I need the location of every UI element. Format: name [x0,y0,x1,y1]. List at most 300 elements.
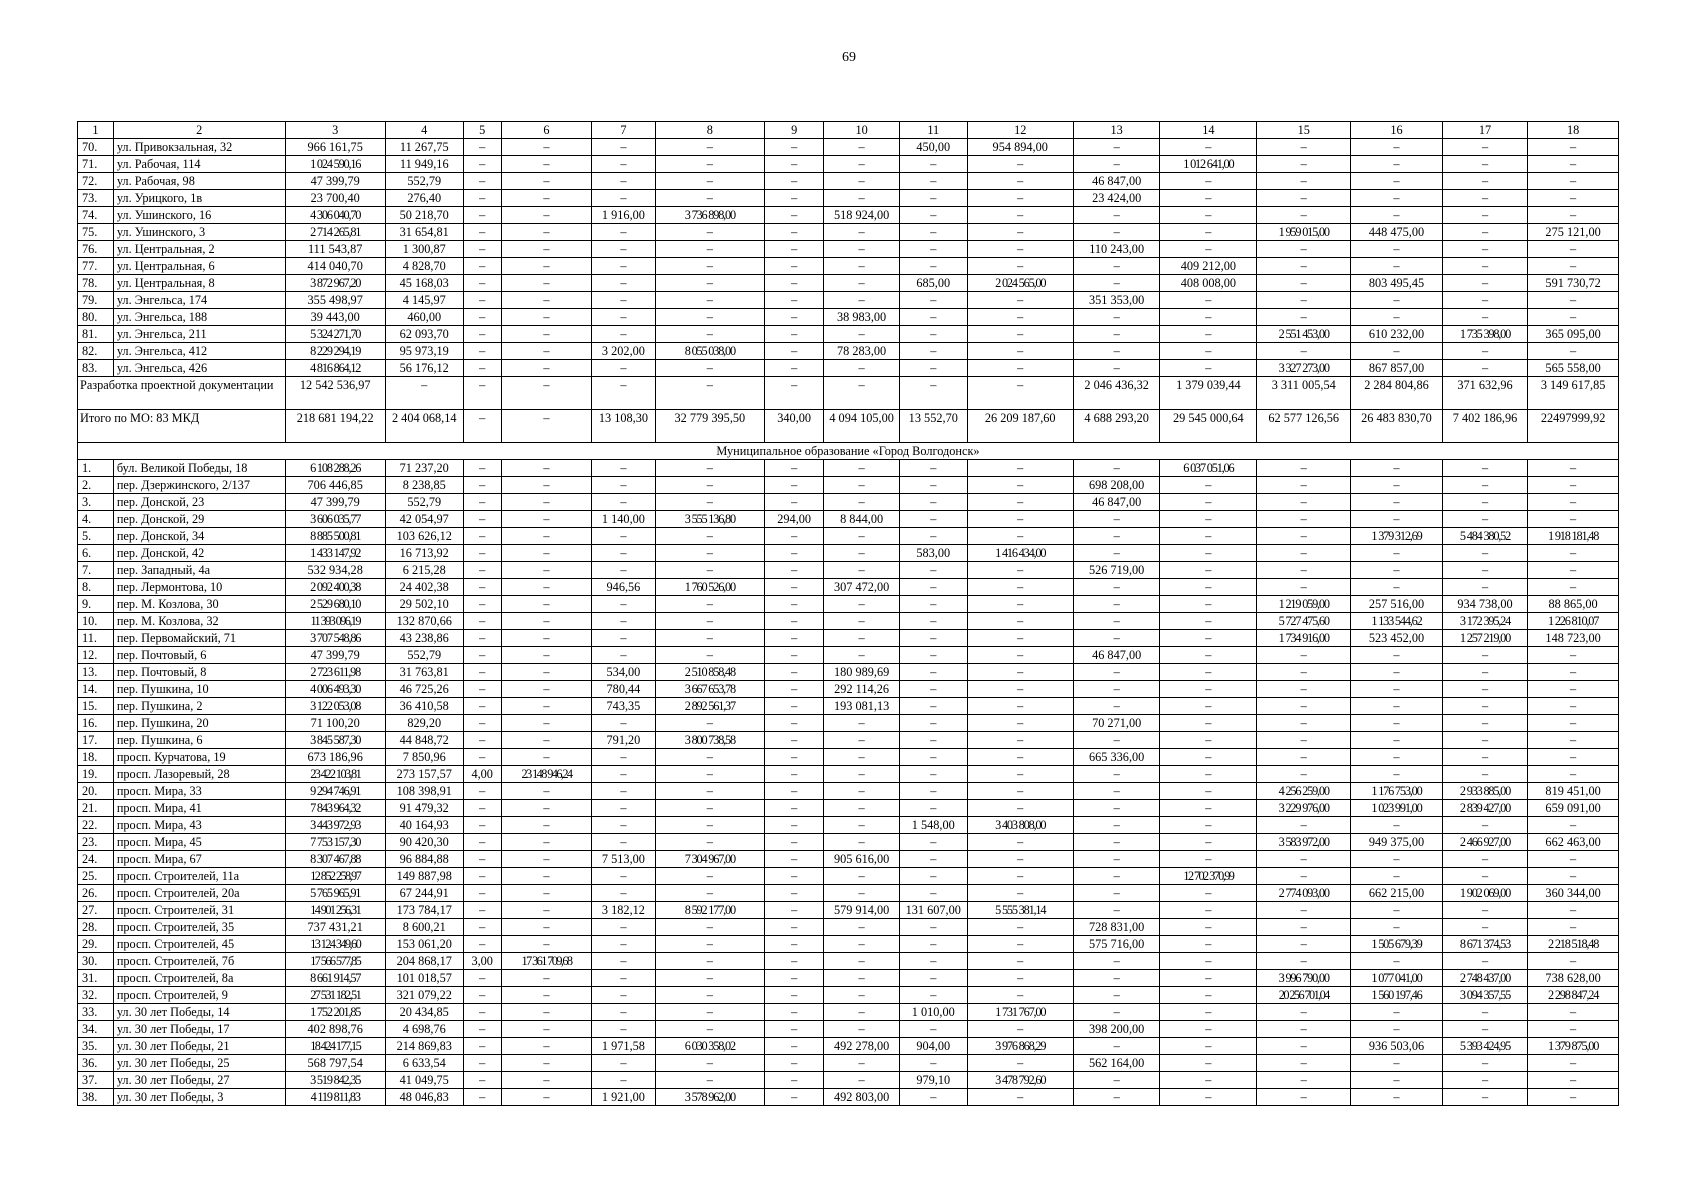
value-cell: – [1257,749,1351,766]
value-cell: – [765,309,824,326]
value-cell: 7 513,00 [592,851,655,868]
value-cell: – [765,817,824,834]
value-cell: – [1351,817,1443,834]
value-cell: 180 989,69 [824,664,900,681]
value-cell: 6 633,54 [385,1055,463,1072]
value-cell: – [655,156,765,173]
table-row [78,139,1619,156]
value-cell: – [967,326,1073,343]
value-cell: – [1160,834,1257,851]
value-cell: – [592,715,655,732]
value-cell: – [463,596,501,613]
value-cell: 2 529 680,10 [285,596,385,613]
value-cell: 365 095,00 [1528,326,1619,343]
value-cell: – [501,834,592,851]
value-cell: – [1073,360,1159,377]
value-cell: – [967,477,1073,494]
value-cell: – [463,562,501,579]
value-cell: – [1257,1038,1351,1055]
value-cell: – [900,173,967,190]
project-docs-row [78,377,1619,410]
value-cell: 108 398,91 [385,783,463,800]
value-cell: – [1351,292,1443,309]
value-cell: – [1160,698,1257,715]
value-cell: 2 748 437,00 [1442,970,1527,987]
value-cell: 3 872 967,20 [285,275,385,292]
value-cell: – [463,1072,501,1089]
value-cell: – [765,800,824,817]
value-cell: – [463,698,501,715]
value-cell: – [592,494,655,511]
value-cell: 47 399,79 [285,647,385,664]
address-cell: пер. М. Козлова, 32 [113,613,285,630]
value-cell: – [824,1021,900,1038]
value-cell: – [824,1055,900,1072]
value-cell: 40 164,93 [385,817,463,834]
address-cell: просп. Строителей, 20а [113,885,285,902]
address-cell: пер. Почтовый, 6 [113,647,285,664]
value-cell: 1 433 147,92 [285,545,385,562]
table-row [78,630,1619,647]
value-cell: – [765,156,824,173]
value-cell: 360 344,00 [1528,885,1619,902]
value-cell: 6 030 358,02 [655,1038,765,1055]
value-cell: – [1257,139,1351,156]
value-cell: 3 229 976,00 [1257,800,1351,817]
value-cell: 307 472,00 [824,579,900,596]
value-cell: – [967,596,1073,613]
value-cell: – [1351,562,1443,579]
value-cell: – [1442,953,1527,970]
value-cell: – [655,868,765,885]
value-cell: – [463,1055,501,1072]
value-cell: – [463,800,501,817]
value-cell: – [1442,817,1527,834]
table-row [78,953,1619,970]
value-cell: 11 267,75 [385,139,463,156]
table-row [78,241,1619,258]
value-cell: – [592,528,655,545]
value-cell: 4,00 [463,766,501,783]
value-cell: 149 887,98 [385,868,463,885]
value-cell: – [592,292,655,309]
value-cell: – [765,275,824,292]
value-cell: – [501,1072,592,1089]
value-cell: – [1351,545,1443,562]
row-number: 13. [78,664,114,681]
value-cell: – [1073,1038,1159,1055]
value-cell: – [900,528,967,545]
value-cell: – [501,190,592,207]
value-cell: – [1160,851,1257,868]
value-cell: – [463,292,501,309]
value-cell: – [765,596,824,613]
total-row-label: Итого по МО: 83 МКД [78,410,286,443]
value-cell: – [1160,360,1257,377]
value-cell: – [1442,1021,1527,1038]
value-cell: 36 410,58 [385,698,463,715]
value-cell: – [967,224,1073,241]
value-cell: – [655,477,765,494]
value-cell: 340,00 [765,410,824,443]
value-cell: – [655,139,765,156]
value-cell: 46 847,00 [1073,647,1159,664]
value-cell: – [592,477,655,494]
value-cell: – [1257,511,1351,528]
value-cell: – [1442,681,1527,698]
value-cell: – [655,545,765,562]
value-cell: – [765,207,824,224]
value-cell: 934 738,00 [1442,596,1527,613]
value-cell: – [967,919,1073,936]
address-cell: ул. Урицкого, 1в [113,190,285,207]
value-cell: – [1351,1055,1443,1072]
value-cell: – [1442,139,1527,156]
value-cell: – [463,494,501,511]
value-cell: 14 901 256,31 [285,902,385,919]
value-cell: 698 208,00 [1073,477,1159,494]
row-number: 23. [78,834,114,851]
value-cell: – [1257,1072,1351,1089]
value-cell: – [824,596,900,613]
table-row [78,1089,1619,1106]
value-cell: 2 218 518,48 [1528,936,1619,953]
value-cell: 791,20 [592,732,655,749]
row-number: 75. [78,224,114,241]
value-cell: – [900,715,967,732]
value-cell: – [900,460,967,477]
value-cell: – [463,749,501,766]
row-number: 29. [78,936,114,953]
value-cell: 12 542 536,97 [285,377,385,410]
column-header-6: 6 [501,122,592,139]
value-cell: 13 108,30 [592,410,655,443]
value-cell: 6 215,28 [385,562,463,579]
address-cell: ул. Энгельса, 211 [113,326,285,343]
value-cell: – [765,343,824,360]
value-cell: 56 176,12 [385,360,463,377]
value-cell: – [1257,292,1351,309]
table-row [78,1055,1619,1072]
value-cell: – [592,562,655,579]
address-cell: пер. Пушкина, 20 [113,715,285,732]
value-cell: – [592,241,655,258]
value-cell: – [592,377,655,410]
value-cell: – [1442,851,1527,868]
value-cell: – [765,766,824,783]
value-cell: – [1160,292,1257,309]
row-number: 11. [78,630,114,647]
value-cell: – [1528,156,1619,173]
value-cell: – [463,377,501,410]
value-cell: 568 797,54 [285,1055,385,1072]
row-number: 18. [78,749,114,766]
value-cell: 153 061,20 [385,936,463,953]
address-cell: пер. Пушкина, 10 [113,681,285,698]
value-cell: – [1073,817,1159,834]
value-cell: 1 257 219,00 [1442,630,1527,647]
value-cell: 371 632,96 [1442,377,1527,410]
address-cell: просп. Строителей, 8а [113,970,285,987]
value-cell: – [1160,1072,1257,1089]
value-cell: 3 800 738,58 [655,732,765,749]
value-cell: – [1351,241,1443,258]
value-cell: 665 336,00 [1073,749,1159,766]
value-cell: – [765,919,824,936]
value-cell: 29 545 000,64 [1160,410,1257,443]
value-cell: – [900,156,967,173]
value-cell: 946,56 [592,579,655,596]
value-cell: – [1442,749,1527,766]
address-cell: ул. Центральная, 8 [113,275,285,292]
row-number: 14. [78,681,114,698]
value-cell: 966 161,75 [285,139,385,156]
row-number: 2. [78,477,114,494]
row-number: 4. [78,511,114,528]
value-cell: – [1160,970,1257,987]
value-cell: – [1351,919,1443,936]
value-cell: 26 209 187,60 [967,410,1073,443]
value-cell: – [900,834,967,851]
value-cell: – [463,919,501,936]
value-cell: – [824,139,900,156]
value-cell: – [463,885,501,902]
value-cell: 1 379 312,69 [1351,528,1443,545]
value-cell: – [1073,630,1159,647]
value-cell: – [1351,579,1443,596]
value-cell: – [1528,1021,1619,1038]
value-cell: – [765,613,824,630]
value-cell: – [501,528,592,545]
total-row [78,410,1619,443]
value-cell: 1 012 641,00 [1160,156,1257,173]
value-cell: 110 243,00 [1073,241,1159,258]
value-cell: – [1528,1055,1619,1072]
value-cell: – [592,156,655,173]
value-cell: – [463,343,501,360]
value-cell: – [1442,156,1527,173]
value-cell: – [1442,275,1527,292]
value-cell: – [592,1072,655,1089]
value-cell: – [1442,545,1527,562]
value-cell: – [824,953,900,970]
value-cell: 552,79 [385,173,463,190]
value-cell: 44 848,72 [385,732,463,749]
value-cell: – [655,326,765,343]
value-cell: – [1528,343,1619,360]
value-cell: – [1073,800,1159,817]
address-cell: просп. Лазоревый, 28 [113,766,285,783]
value-cell: 1 300,87 [385,241,463,258]
address-cell: пер. Почтовый, 8 [113,664,285,681]
value-cell: – [1528,715,1619,732]
value-cell: – [1442,647,1527,664]
value-cell: – [655,1072,765,1089]
value-cell: 7 402 186,96 [1442,410,1527,443]
value-cell: – [655,1055,765,1072]
value-cell: 292 114,26 [824,681,900,698]
value-cell: – [1073,309,1159,326]
value-cell: 355 498,97 [285,292,385,309]
value-cell: – [824,156,900,173]
value-cell: – [655,834,765,851]
value-cell: – [765,460,824,477]
value-cell: – [967,851,1073,868]
value-cell: – [463,783,501,800]
address-cell: ул. Энгельса, 188 [113,309,285,326]
address-cell: пер. Донской, 42 [113,545,285,562]
value-cell: 5 555 381,14 [967,902,1073,919]
value-cell: 1 379 875,00 [1528,1038,1619,1055]
address-cell: просп. Строителей, 35 [113,919,285,936]
value-cell: 13 552,70 [900,410,967,443]
row-number: 78. [78,275,114,292]
value-cell: – [824,868,900,885]
row-number: 7. [78,562,114,579]
table-row [78,936,1619,953]
value-cell: 39 443,00 [285,309,385,326]
value-cell: – [1351,953,1443,970]
value-cell: 2 404 068,14 [385,410,463,443]
value-cell: 954 894,00 [967,139,1073,156]
value-cell: – [1073,970,1159,987]
value-cell: 4 094 105,00 [824,410,900,443]
value-cell: 7 843 964,32 [285,800,385,817]
value-cell: – [900,190,967,207]
value-cell: – [655,987,765,1004]
value-cell: – [900,377,967,410]
value-cell: – [1257,190,1351,207]
value-cell: – [655,562,765,579]
address-cell: пер. Пушкина, 6 [113,732,285,749]
value-cell: – [1160,1089,1257,1106]
value-cell: – [1528,579,1619,596]
row-number: 34. [78,1021,114,1038]
value-cell: 4 698,76 [385,1021,463,1038]
value-cell: – [1160,562,1257,579]
value-cell: – [592,309,655,326]
value-cell: – [1257,207,1351,224]
value-cell: – [463,613,501,630]
value-cell: – [765,1072,824,1089]
value-cell: 23 422 103,81 [285,766,385,783]
value-cell: 523 452,00 [1351,630,1443,647]
value-cell: – [765,936,824,953]
value-cell: – [900,885,967,902]
value-cell: – [463,326,501,343]
value-cell: – [900,749,967,766]
value-cell: – [1160,207,1257,224]
row-number: 24. [78,851,114,868]
value-cell: – [1257,953,1351,970]
column-header-7: 7 [592,122,655,139]
value-cell: 1 176 753,00 [1351,783,1443,800]
value-cell: – [824,647,900,664]
value-cell: – [1073,613,1159,630]
value-cell: – [900,664,967,681]
row-number: 26. [78,885,114,902]
value-cell: – [824,800,900,817]
value-cell: – [463,970,501,987]
value-cell: – [967,749,1073,766]
header-row [78,122,1619,139]
value-cell: – [1160,224,1257,241]
row-number: 76. [78,241,114,258]
value-cell: 29 502,10 [385,596,463,613]
address-cell: ул. Ушинского, 16 [113,207,285,224]
address-cell: пер. М. Козлова, 30 [113,596,285,613]
value-cell: 5 324 271,70 [285,326,385,343]
value-cell: 2 723 611,98 [285,664,385,681]
value-cell: – [501,1038,592,1055]
value-cell: 3 202,00 [592,343,655,360]
value-cell: – [501,1089,592,1106]
value-cell: 402 898,76 [285,1021,385,1038]
value-cell: 88 865,00 [1528,596,1619,613]
value-cell: 1 010,00 [900,1004,967,1021]
row-number: 12. [78,647,114,664]
value-cell: – [1073,326,1159,343]
value-cell: – [1257,309,1351,326]
table-row [78,477,1619,494]
row-number: 38. [78,1089,114,1106]
value-cell: – [1257,902,1351,919]
column-header-10: 10 [824,122,900,139]
value-cell: 662 463,00 [1528,834,1619,851]
table-row [78,190,1619,207]
value-cell: 2 510 858,48 [655,664,765,681]
value-cell: – [592,970,655,987]
value-cell: 1 731 767,00 [967,1004,1073,1021]
value-cell: 90 420,30 [385,834,463,851]
value-cell: 78 283,00 [824,343,900,360]
value-cell: 17 566 577,85 [285,953,385,970]
value-cell: – [900,868,967,885]
value-cell: – [1528,851,1619,868]
value-cell: – [1351,1089,1443,1106]
value-cell: – [655,1021,765,1038]
value-cell: – [463,460,501,477]
column-header-17: 17 [1442,122,1527,139]
value-cell: – [501,936,592,953]
value-cell: 780,44 [592,681,655,698]
value-cell: – [1528,1089,1619,1106]
value-cell: – [824,630,900,647]
address-cell: просп. Строителей, 9 [113,987,285,1004]
value-cell: – [1351,851,1443,868]
value-cell: 3 403 808,00 [967,817,1073,834]
value-cell: – [900,1055,967,1072]
value-cell: – [655,377,765,410]
value-cell: – [967,766,1073,783]
value-cell: – [1073,579,1159,596]
value-cell: – [967,511,1073,528]
value-cell: – [1160,630,1257,647]
value-cell: – [463,1021,501,1038]
value-cell: – [1528,190,1619,207]
value-cell: 3 478 792,60 [967,1072,1073,1089]
value-cell: – [501,309,592,326]
row-number: 35. [78,1038,114,1055]
value-cell: – [1257,275,1351,292]
value-cell: – [655,460,765,477]
value-cell: – [592,1021,655,1038]
address-cell: просп. Мира, 33 [113,783,285,800]
value-cell: – [765,579,824,596]
value-cell: – [1528,207,1619,224]
value-cell: 1 140,00 [592,511,655,528]
table-row [78,1038,1619,1055]
